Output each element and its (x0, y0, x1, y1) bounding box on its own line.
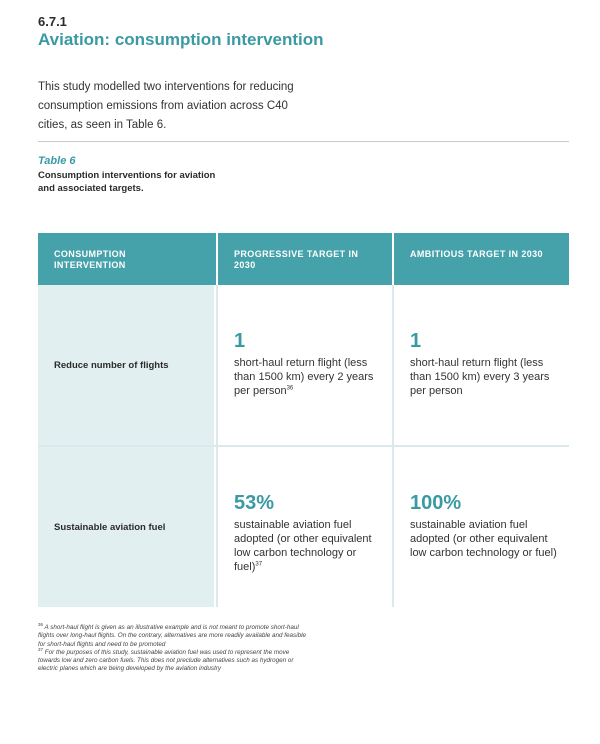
ambitious-cell (392, 285, 569, 445)
intervention-cell: Sustainable aviation fuel (38, 447, 214, 607)
table-caption: Consumption interventions for aviation and associated targets. (38, 170, 216, 194)
table-header (38, 233, 569, 285)
interventions-table (38, 233, 569, 607)
target-description: short-haul return flight (less than 1500 km) every 3 years per person (410, 357, 550, 397)
intervention-cell: Reduce number of flights (38, 285, 214, 445)
target-value: 53% (234, 492, 275, 514)
target-description: sustainable aviation fuel adopted (or other equivalent low carbon technology or fuel)$^{37}$ (234, 519, 372, 573)
header-intervention: CONSUMPTION INTERVENTION (54, 249, 126, 270)
target-value: 100% (410, 492, 462, 514)
footnote-ref: 36 (286, 385, 294, 392)
progressive-cell (216, 447, 392, 607)
table-row (38, 445, 569, 607)
target-description: sustainable aviation fuel adopted (or other equivalent low carbon technology or fuel) (410, 519, 557, 559)
footnote-ref: 37 (255, 561, 263, 568)
target-description: short-haul return flight (less than 1500 km) every 2 years per person$^{36}$ (234, 357, 374, 397)
divider (38, 141, 569, 142)
target-value: 1 (234, 330, 246, 352)
progressive-cell (216, 285, 392, 445)
section-title: Aviation: consumption intervention (38, 30, 324, 49)
section-number: 6.7.1 (38, 14, 67, 29)
ambitious-cell (392, 447, 569, 607)
table-label: Table 6 (38, 155, 76, 167)
footnote: $^{36}$ A short-haul flight is given as an illustrative example and is not meant to promote short-haul flights over long-haul flights. On the contrary, alternatives are more readily available and feasible for short-haul flights and need to be promoted (38, 621, 306, 648)
header-progressive: PROGRESSIVE TARGET IN 2030 (216, 233, 392, 285)
header-ambitious: AMBITIOUS TARGET IN 2030 (392, 233, 569, 285)
target-value: 1 (410, 330, 422, 352)
footnotes (38, 621, 308, 674)
intro-paragraph: This study modelled two interventions for reducing consumption emissions from aviation across C40 cities, as seen in Table 6. (38, 81, 294, 131)
footnote: $^{37}$ For the purposes of this study, sustainable aviation fuel was used to represent the move towards low and zero carbon fuels. This does not preclude alternatives such as hydrogen or electric planes which are being developed by the aviation industry (38, 646, 294, 673)
table-row (38, 285, 569, 445)
